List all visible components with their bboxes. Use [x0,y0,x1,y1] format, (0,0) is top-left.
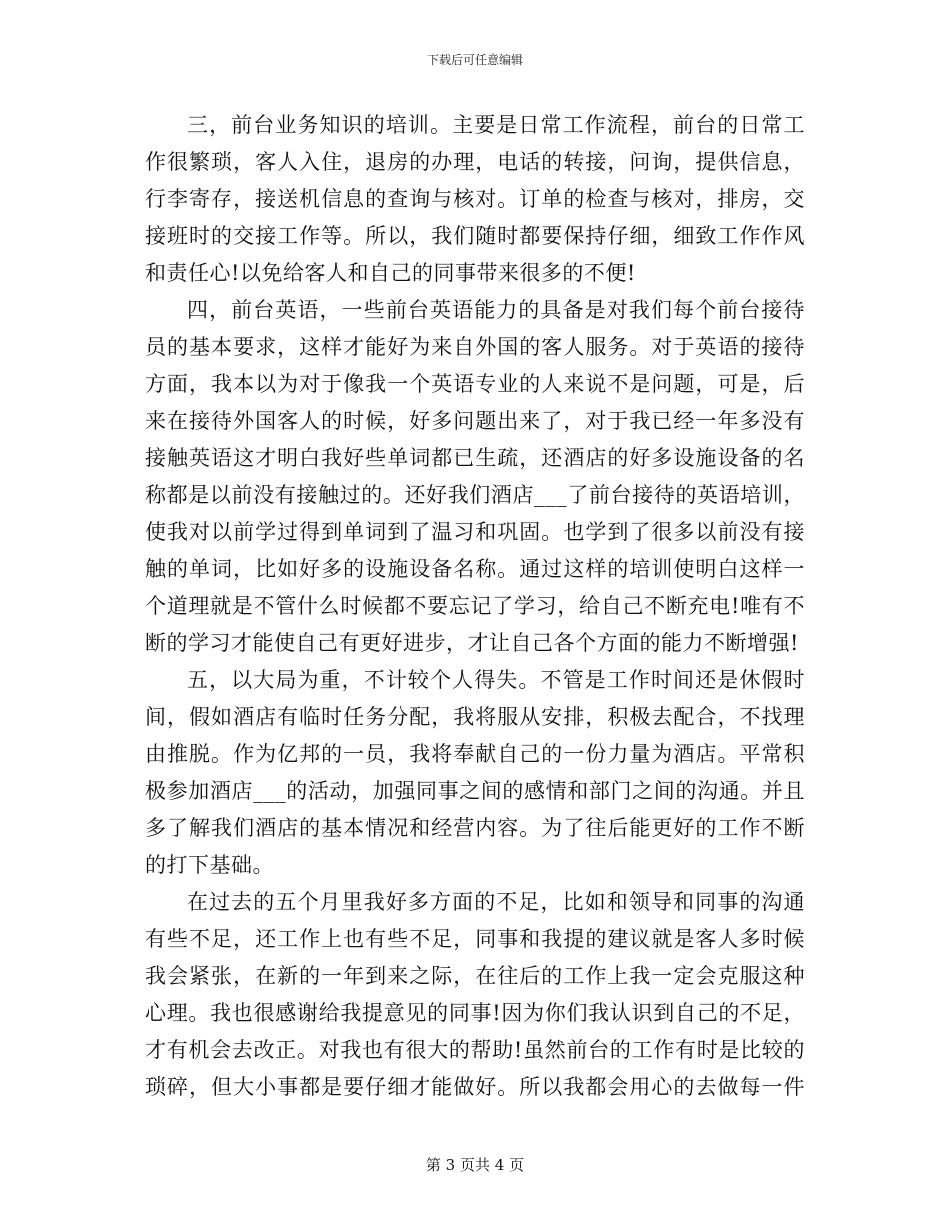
paragraph-3 [145,107,805,292]
text-line: 和责任心!以免给客人和自己的同事带来很多的不便! [145,261,636,285]
text-line: 心理。我也很感谢给我提意见的同事!因为你们我认识到自己的不足， [145,1001,805,1025]
text-line: 才有机会去改正。对我也有很大的帮助!虽然前台的工作有时是比较的 [145,1038,805,1062]
text-line: 接班时的交接工作等。所以，我们随时都要保持仔细，细致工作作风 [145,224,805,248]
text-line: 作很繁琐，客人入住，退房的办理，电话的转接，问询，提供信息， [145,150,805,174]
text-line: 多了解我们酒店的基本情况和经营内容。为了往后能更好的工作不断 [145,816,805,840]
text-line: 来在接待外国客人的时候，好多问题出来了，对于我已经一年多没有 [145,409,805,433]
text-line: 由推脱。作为亿邦的一员，我将奉献自己的一份力量为酒店。平常积 [145,742,805,766]
text-line: 三，前台业务知识的培训。主要是日常工作流程，前台的日常工 [187,113,805,137]
text-line: 使我对以前学过得到单词到了温习和巩固。也学到了很多以前没有接 [145,520,805,544]
text-line: 方面，我本以为对于像我一个英语专业的人来说不是问题，可是，后 [145,372,805,396]
text-line: 断的学习才能使自己有更好进步，才让自己各个方面的能力不断增强! [145,631,799,655]
paragraph-5 [145,662,805,884]
text-line: 触的单词，比如好多的设施设备名称。通过这样的培训使明白这样一 [145,557,805,581]
text-line: 间，假如酒店有临时任务分配，我将服从安排，积极去配合，不找理 [145,705,805,729]
page-header: 下载后可任意编辑 [426,53,523,67]
text-line: 极参加酒店___的活动，加强同事之间的感情和部门之间的沟通。并且 [145,779,805,803]
text-line: 琐碎，但大小事都是要仔细才能做好。所以我都会用心的去做每一件 [145,1075,805,1099]
page-number: 第 3 页共 4 页 [425,1156,525,1174]
text-line: 四，前台英语，一些前台英语能力的具备是对我们每个前台接待 [187,298,805,322]
text-line: 我会紧张，在新的一年到来之际，在往后的工作上我一定会克服这种 [145,964,805,988]
text-line: 个道理就是不管什么时候都不要忘记了学习，给自己不断充电!唯有不 [145,594,805,618]
paragraph-4 [145,292,805,662]
text-line: 接触英语这才明白我好些单词都已生疏，还酒店的好多设施设备的名 [145,446,805,470]
text-line: 称都是以前没有接触过的。还好我们酒店___了前台接待的英语培训， [145,483,805,507]
text-line: 五，以大局为重，不计较个人得失。不管是工作时间还是休假时 [187,668,805,692]
text-line: 员的基本要求，这样才能好为来自外国的客人服务。对于英语的接待 [145,335,805,359]
document-body [145,107,805,1106]
text-line: 行李寄存，接送机信息的查询与核对。订单的检查与核对，排房，交 [145,187,805,211]
text-line: 的打下基础。 [145,853,274,877]
text-line: 在过去的五个月里我好多方面的不足，比如和领导和同事的沟通 [187,890,805,914]
text-line: 有些不足，还工作上也有些不足，同事和我提的建议就是客人多时候 [145,927,805,951]
paragraph-summary [145,884,805,1106]
